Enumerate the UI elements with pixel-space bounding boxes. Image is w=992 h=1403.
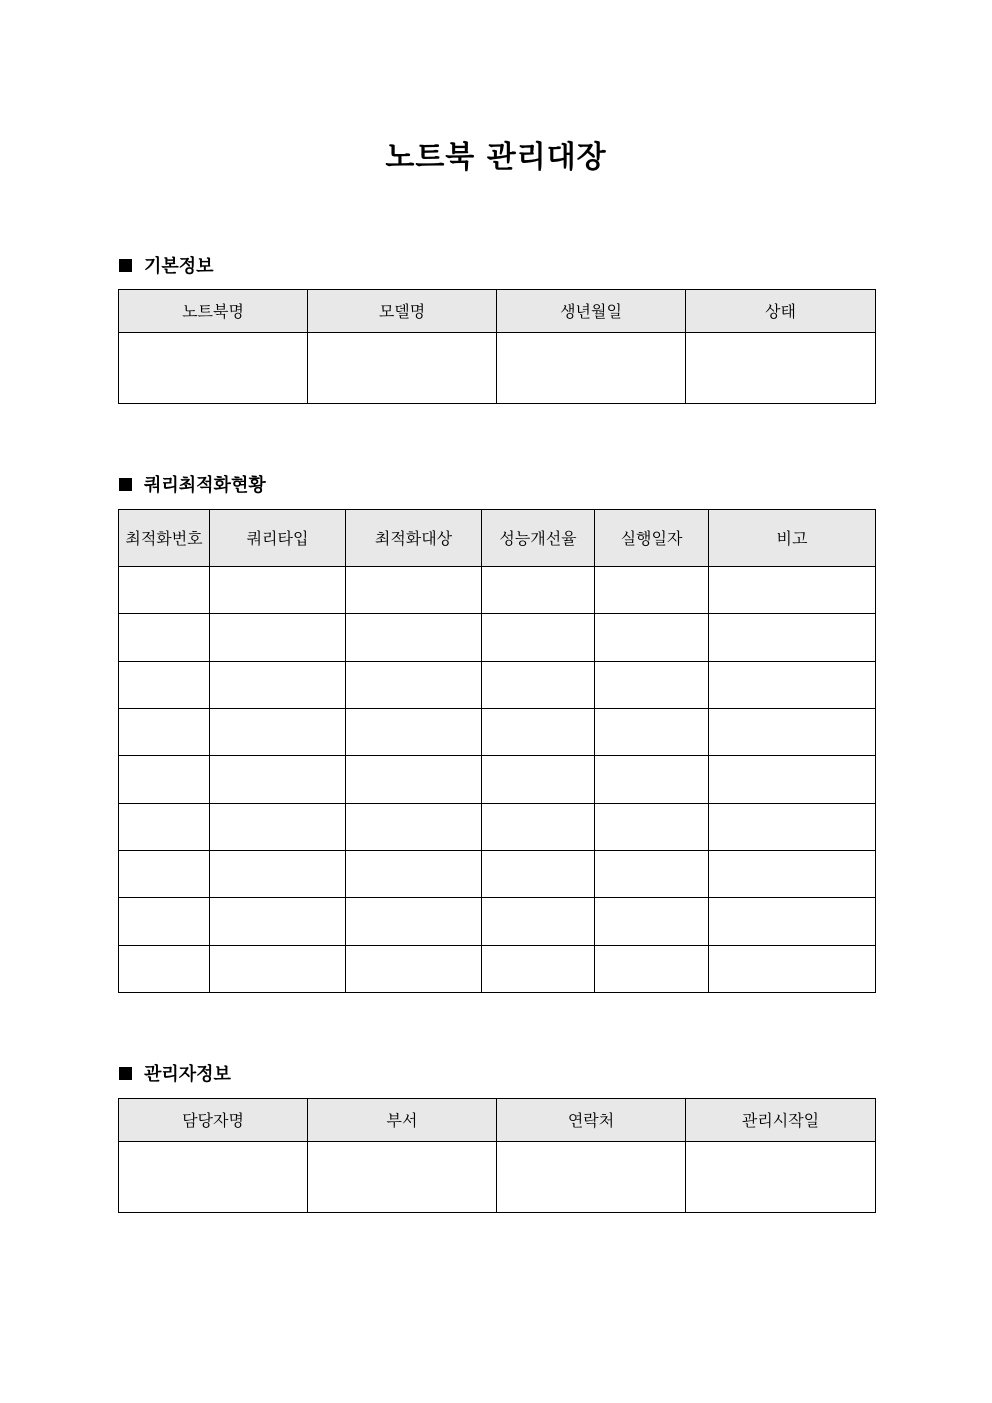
section-heading-basic-label: 기본정보 <box>144 256 214 277</box>
column-header: 최적화대상 <box>346 510 482 567</box>
section-heading-query <box>119 472 266 496</box>
page-title: 노트북 관리대장 <box>385 140 607 175</box>
table-cell[interactable] <box>346 614 482 661</box>
table-row <box>119 898 876 945</box>
table-cell[interactable] <box>482 850 595 897</box>
table-cell[interactable] <box>686 1142 876 1213</box>
table-row <box>119 945 876 992</box>
column-header: 모델명 <box>308 290 497 333</box>
table-cell[interactable] <box>119 567 210 614</box>
table-row <box>119 333 876 404</box>
table-cell[interactable] <box>482 756 595 803</box>
table-cell[interactable] <box>482 898 595 945</box>
table-cell[interactable] <box>595 898 709 945</box>
table-header-row <box>119 290 876 333</box>
column-header: 비고 <box>709 510 876 567</box>
column-header: 실행일자 <box>595 510 709 567</box>
column-header: 부서 <box>308 1099 497 1142</box>
table-cell[interactable] <box>210 614 346 661</box>
table-cell[interactable] <box>119 756 210 803</box>
table-cell[interactable] <box>210 661 346 708</box>
table-row <box>119 803 876 850</box>
table-row <box>119 614 876 661</box>
table-cell[interactable] <box>210 850 346 897</box>
table-cell[interactable] <box>210 756 346 803</box>
basic-info-table <box>118 289 876 404</box>
square-bullet-icon <box>119 1067 132 1080</box>
table-cell[interactable] <box>119 898 210 945</box>
table-cell[interactable] <box>210 567 346 614</box>
table-cell[interactable] <box>709 898 876 945</box>
table-cell[interactable] <box>308 1142 497 1213</box>
column-header: 상태 <box>686 290 876 333</box>
manager-info-table <box>118 1098 876 1213</box>
table-cell[interactable] <box>595 803 709 850</box>
column-header: 연락처 <box>497 1099 686 1142</box>
table-cell[interactable] <box>346 708 482 755</box>
table-row <box>119 661 876 708</box>
table-cell[interactable] <box>308 333 497 404</box>
table-cell[interactable] <box>709 567 876 614</box>
table-cell[interactable] <box>709 850 876 897</box>
table-cell[interactable] <box>346 945 482 992</box>
query-optimization-table <box>118 509 876 993</box>
table-cell[interactable] <box>595 567 709 614</box>
table-header-row <box>119 1099 876 1142</box>
table-cell[interactable] <box>595 756 709 803</box>
table-cell[interactable] <box>709 708 876 755</box>
table-cell[interactable] <box>210 898 346 945</box>
table-cell[interactable] <box>346 850 482 897</box>
table-row <box>119 567 876 614</box>
table-cell[interactable] <box>482 567 595 614</box>
table-cell[interactable] <box>709 803 876 850</box>
table-cell[interactable] <box>119 333 308 404</box>
column-header: 최적화번호 <box>119 510 210 567</box>
table-cell[interactable] <box>482 945 595 992</box>
table-cell[interactable] <box>119 850 210 897</box>
column-header: 생년월일 <box>497 290 686 333</box>
table-cell[interactable] <box>210 803 346 850</box>
table-cell[interactable] <box>709 945 876 992</box>
table-cell[interactable] <box>482 708 595 755</box>
table-cell[interactable] <box>482 661 595 708</box>
table-cell[interactable] <box>595 708 709 755</box>
table-cell[interactable] <box>210 708 346 755</box>
table-cell[interactable] <box>497 333 686 404</box>
column-header: 노트북명 <box>119 290 308 333</box>
table-cell[interactable] <box>346 898 482 945</box>
column-header: 쿼리타입 <box>210 510 346 567</box>
table-cell[interactable] <box>709 614 876 661</box>
table-cell[interactable] <box>709 756 876 803</box>
table-cell[interactable] <box>595 850 709 897</box>
table-cell[interactable] <box>346 661 482 708</box>
table-cell[interactable] <box>686 333 876 404</box>
table-row <box>119 708 876 755</box>
table-cell[interactable] <box>119 945 210 992</box>
column-header: 담당자명 <box>119 1099 308 1142</box>
table-cell[interactable] <box>119 614 210 661</box>
table-cell[interactable] <box>119 1142 308 1213</box>
square-bullet-icon <box>119 259 132 272</box>
square-bullet-icon <box>119 478 132 491</box>
table-cell[interactable] <box>346 567 482 614</box>
table-header-row <box>119 510 876 567</box>
table-cell[interactable] <box>119 661 210 708</box>
table-cell[interactable] <box>595 614 709 661</box>
section-heading-manager-label: 관리자정보 <box>144 1064 231 1085</box>
section-heading-basic <box>119 253 214 277</box>
table-row <box>119 850 876 897</box>
table-row <box>119 1142 876 1213</box>
column-header: 관리시작일 <box>686 1099 876 1142</box>
column-header: 성능개선율 <box>482 510 595 567</box>
table-cell[interactable] <box>595 661 709 708</box>
table-cell[interactable] <box>346 803 482 850</box>
section-heading-query-label: 쿼리최적화현황 <box>144 475 266 496</box>
table-cell[interactable] <box>709 661 876 708</box>
table-cell[interactable] <box>119 708 210 755</box>
table-cell[interactable] <box>346 756 482 803</box>
table-cell[interactable] <box>497 1142 686 1213</box>
table-cell[interactable] <box>482 614 595 661</box>
table-cell[interactable] <box>482 803 595 850</box>
table-row <box>119 756 876 803</box>
table-cell[interactable] <box>595 945 709 992</box>
table-cell[interactable] <box>119 803 210 850</box>
table-cell[interactable] <box>210 945 346 992</box>
section-heading-manager <box>119 1061 231 1085</box>
